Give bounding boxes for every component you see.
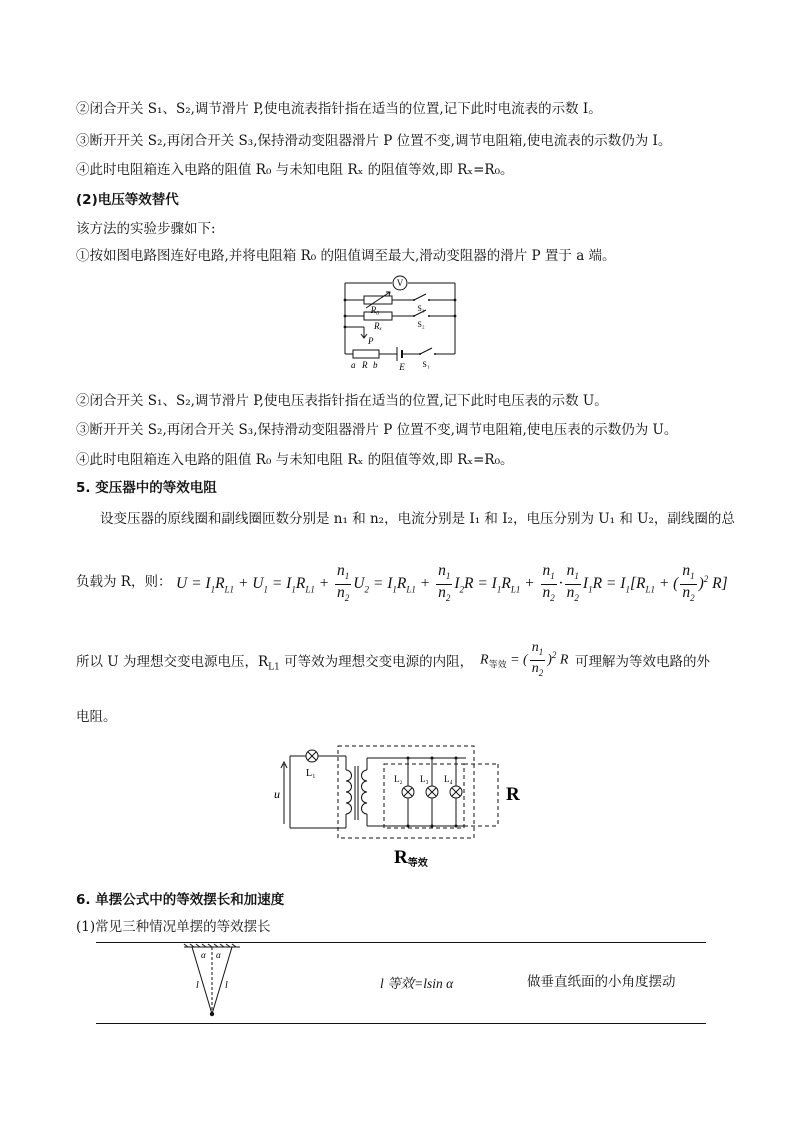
p-label: P bbox=[368, 336, 374, 346]
section-5-conclusion-tail: 可理解为等效电路的外 bbox=[575, 654, 710, 670]
l4-label: L₄ bbox=[444, 774, 453, 784]
voltage-method-heading: (2)电压等效替代 bbox=[76, 192, 179, 208]
transformer-formula: $U = I_1R_{L1} + U_1 = I_1R_{L1}$ + $\frac{n_1}{n_2}$ $U_2 = I_1R_{L1}$ + $\frac{n_1}{n_2}$ $I_2R = I_1R_{L1}$ + $\frac{n_1}{n_2}$ · $\frac{n_1}{n_2}$ $I_1R = I_1[R_{L1}$ + ( $\frac{n_1}{n_2}$ )$^2$ R] bbox=[176, 562, 728, 604]
section-5-lead: 负载为 R，则： bbox=[76, 574, 172, 590]
section-5-conclusion: 所以 U 为理想交变电源电压，$R_{L1}$ 可等效为理想交变电源的内阻， bbox=[76, 654, 474, 673]
section-5-conclusion-end: 电阻。 bbox=[76, 709, 117, 725]
alpha-right-label: α bbox=[216, 950, 221, 960]
table-bottom-rule bbox=[96, 1023, 706, 1024]
req-label: R等效 bbox=[394, 847, 428, 869]
alpha-left-label: α bbox=[201, 950, 206, 960]
u-label: u bbox=[274, 787, 280, 801]
l2-label: L₂ bbox=[394, 774, 403, 784]
b-label: b bbox=[373, 360, 378, 370]
e-label: E bbox=[399, 362, 405, 372]
voltmeter-label: V bbox=[396, 278, 404, 288]
current-step-3: ③断开开关 S₂,再闭合开关 S₃,保持滑动变阻器滑片 P 位置不变,调节电阻箱,使电流表的示数仍为 I。 bbox=[76, 133, 672, 149]
current-step-2: ②闭合开关 S₁、S₂,调节滑片 P,使电流表指针指在适当的位置,记下此时电流表的示数 I。 bbox=[76, 101, 602, 117]
r0-label: R₀ bbox=[370, 305, 380, 315]
row1-description: 做垂直纸面的小角度摆动 bbox=[527, 974, 676, 990]
equivalent-resistance-formula: $R_{等效}$ = ( $\frac{n_1}{n_2}$ )$^2$ R bbox=[480, 640, 569, 678]
voltage-step-2: ②闭合开关 S₁、S₂,调节滑片 P,使电压表指针指在适当的位置,记下此时电压表的示数 U。 bbox=[76, 393, 608, 409]
l-right-label: l bbox=[225, 980, 228, 991]
section-6-sub: (1)常见三种情况单摆的等效摆长 bbox=[76, 919, 271, 935]
voltage-substitution-circuit bbox=[340, 274, 460, 370]
s2-label: S₂ bbox=[417, 320, 425, 329]
voltage-step-3: ③断开开关 S₂,再闭合开关 S₃,保持滑动变阻器滑片 P 位置不变,调节电阻箱,使电压表的示数仍为 U。 bbox=[76, 422, 678, 438]
r-load-label: R bbox=[506, 784, 520, 805]
s1-label: S₁ bbox=[422, 360, 430, 369]
table-top-rule bbox=[96, 942, 706, 943]
transformer-equivalent-circuit bbox=[274, 740, 540, 870]
l1-label: L₁ bbox=[306, 768, 316, 779]
voltage-method-intro: 该方法的实验步骤如下: bbox=[76, 221, 216, 237]
s3-label: S₃ bbox=[417, 304, 425, 313]
rx-label: Rₓ bbox=[373, 321, 383, 331]
pendulum-diagram bbox=[180, 944, 250, 1020]
l3-label: L₃ bbox=[420, 774, 429, 784]
l-left-label: l bbox=[196, 980, 199, 991]
section-6-heading: 6. 单摆公式中的等效摆长和加速度 bbox=[76, 892, 285, 908]
section-5-para: 设变压器的原线圈和副线圈匝数分别是 n₁ 和 n₂，电流分别是 I₁ 和 I₂，电压分别为 U₁ 和 U₂，副线圈的总 bbox=[100, 511, 735, 527]
section-5-heading: 5. 变压器中的等效电阻 bbox=[76, 480, 217, 496]
voltage-step-4: ④此时电阻箱连入电路的阻值 R₀ 与未知电阻 Rₓ 的阻值等效,即 Rₓ=R₀。 bbox=[76, 452, 514, 468]
current-step-4: ④此时电阻箱连入电路的阻值 R₀ 与未知电阻 Rₓ 的阻值等效,即 Rₓ=R₀。 bbox=[76, 162, 514, 178]
r-label: R bbox=[362, 360, 368, 370]
voltage-step-1: ①按如图电路图连好电路,并将电阻箱 R₀ 的阻值调至最大,滑动变阻器的滑片 P 置于 a 端。 bbox=[76, 248, 616, 264]
equivalent-length-formula: l 等效=lsin α bbox=[380, 976, 454, 991]
a-label: a bbox=[351, 360, 356, 370]
